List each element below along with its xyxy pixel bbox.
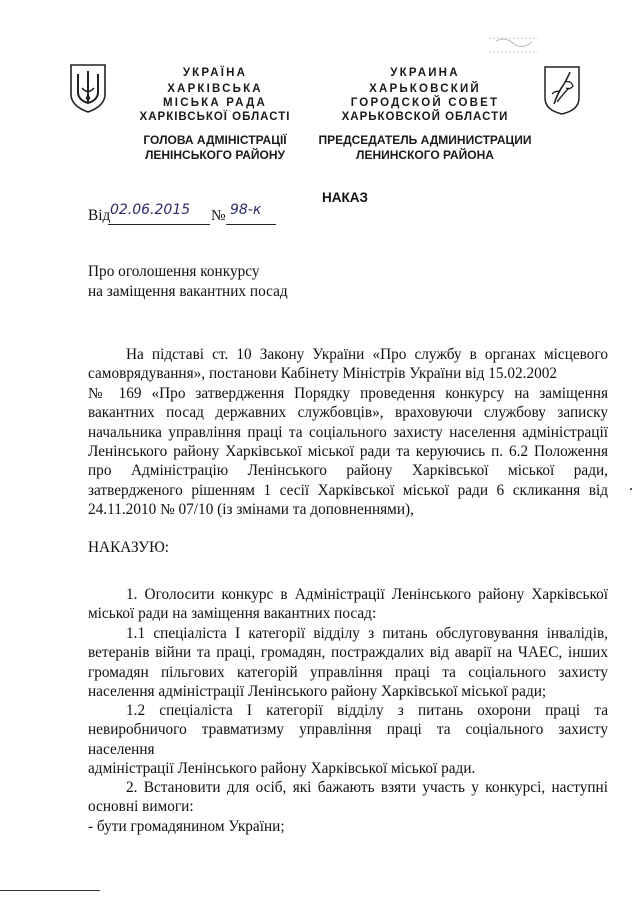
item-1-2-line: 1.2 спеціаліста І категорії відділу з питань охорони праці та — [126, 702, 608, 719]
preamble-line: № 169 «Про затвердження Порядку проведення конкурсу на заміщення — [88, 384, 608, 402]
stamp-mark — [486, 32, 542, 58]
item-2-requirement: - бути громадянином України; — [88, 817, 285, 835]
item-1-2 — [88, 701, 608, 779]
left-official-line1: ГОЛОВА АДМІНІСТРАЦІЇ — [143, 133, 287, 147]
number-label: № — [211, 207, 226, 224]
date-prefix: Від — [88, 207, 111, 224]
left-country: УКРАЇНА — [182, 67, 248, 79]
item-1-2-line: адміністрації Ленінського району Харківської міської ради. — [88, 760, 476, 778]
kharkiv-coat-of-arms-icon — [543, 64, 581, 116]
item-1-line: міської ради на заміщення вакантних посад: — [88, 605, 377, 623]
preamble-line: вакантних посад державних службовців», враховуючи службову записку — [88, 404, 608, 422]
right-city-line1: ХАРЬКОВСКИЙ — [369, 83, 481, 95]
document-type-heading: НАКАЗ — [322, 190, 368, 205]
item-1-2-line: невиробничого травматизму управління праці та соціального захисту населення — [88, 721, 608, 758]
preamble-line: начальника управління праці та соціального захисту населення адміністрації — [88, 423, 608, 441]
preamble-line: про Адміністрацію Ленінського району Харківської міської ради, — [88, 462, 608, 480]
scan-speck — [630, 488, 632, 490]
preamble-paragraph — [88, 345, 608, 520]
handwritten-number: 98-к — [230, 202, 262, 218]
item-1-1 — [88, 624, 608, 702]
preamble-line: 24.11.2010 № 07/10 (із змінами та доповненнями), — [88, 501, 414, 519]
subject-line-1: Про оголошення конкурсу — [88, 263, 260, 280]
preamble-line: Ленінського району Харківської міської ради та керуючись п. 6.2 Положення — [88, 443, 608, 461]
footer-rule — [0, 890, 100, 891]
right-country: УКРАИНА — [390, 67, 460, 79]
right-city-line2: ГОРОДСКОЙ СОВЕТ — [350, 97, 500, 109]
item-1-1-line: громадян пільгових категорій управління праці та соціального захисту — [88, 663, 608, 681]
right-city-line3: ХАРЬКОВСКОЙ ОБЛАСТИ — [341, 111, 509, 123]
trident-emblem-icon — [68, 62, 108, 114]
left-city-line1: ХАРКІВСЬКА — [167, 83, 263, 95]
right-official-line2: ЛЕНИНСКОГО РАЙОНА — [356, 148, 494, 162]
item-2-line: 2. Встановити для осіб, які бажають взяти участь у конкурсі, наступні — [126, 779, 608, 796]
handwritten-date: 02.06.2015 — [110, 202, 191, 218]
left-city-line2: МІСЬКА РАДА — [163, 97, 267, 109]
item-1-line: 1. Оголосити конкурс в Адміністрації Ленінського району Харківської — [126, 586, 608, 603]
preamble-line: На підставі ст. 10 Закону України «Про службу в органах місцевого — [126, 346, 608, 363]
item-2 — [88, 778, 608, 836]
item-1-1-line: населення адміністрації Ленінського району Харківської міської ради; — [88, 683, 547, 701]
left-city-line3: ХАРКІВСЬКОЇ ОБЛАСТІ — [139, 111, 291, 123]
item-1 — [88, 585, 608, 624]
preamble-line: затвердженого рішенням 1 сесії Харківської міської ради 6 скликання від — [88, 481, 608, 499]
order-word: НАКАЗУЮ: — [88, 539, 170, 556]
left-official-line2: ЛЕНІНСЬКОГО РАЙОНУ — [144, 148, 286, 162]
subject-line-2: на заміщення вакантних посад — [88, 283, 288, 300]
item-1-1-line: ветеранів війни та праці, громадян, постраждалих від аварії на ЧАЕС, інших — [88, 644, 608, 662]
item-2-line: основні вимоги: — [88, 798, 194, 816]
right-official-line1: ПРЕДСЕДАТЕЛЬ АДМИНИСТРАЦИИ — [318, 133, 532, 147]
preamble-line: самоврядування», постанови Кабінету Міністрів України від 15.02.2002 — [88, 365, 558, 383]
item-1-1-line: 1.1 спеціаліста І категорії відділу з питань обслуговування інвалідів, — [126, 625, 608, 642]
